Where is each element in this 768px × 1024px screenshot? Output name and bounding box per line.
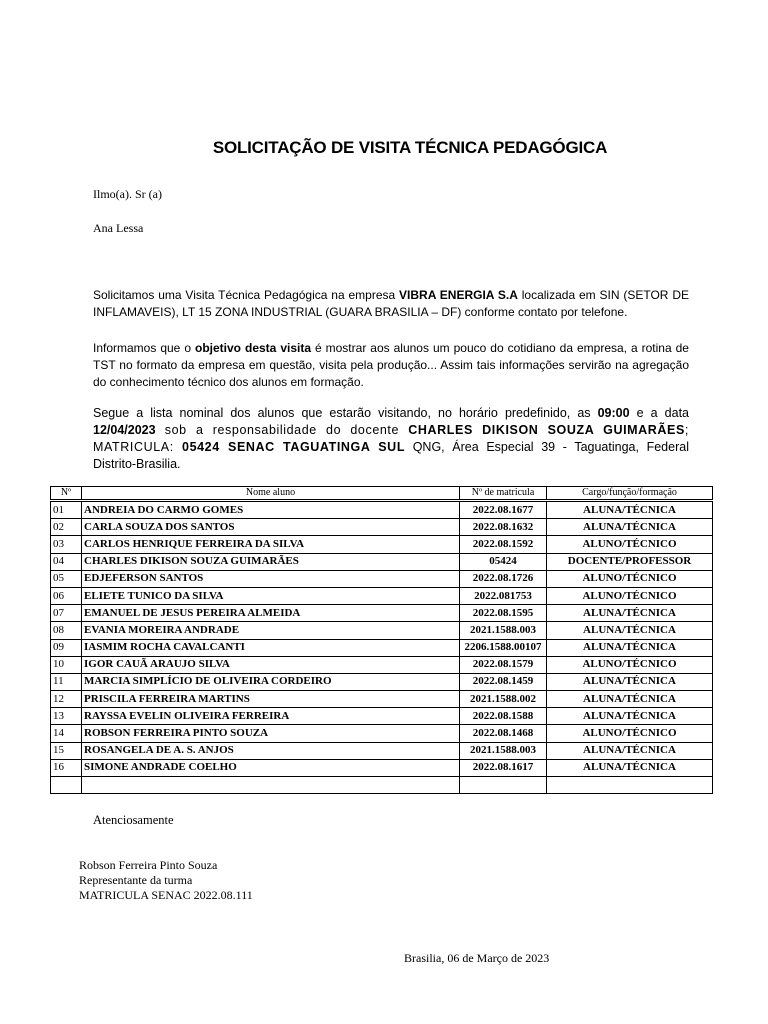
student-name: CHARLES DIKISON SOUZA GUIMARÃES bbox=[82, 553, 460, 570]
table-row bbox=[51, 656, 713, 673]
student-name: ROSANGELA DE A. S. ANJOS bbox=[82, 742, 460, 759]
registration-number: 2022.081753 bbox=[460, 587, 547, 604]
table-row bbox=[51, 519, 713, 536]
student-role: ALUNO/TÉCNICO bbox=[547, 656, 713, 673]
signature-name: Robson Ferreira Pinto Souza bbox=[79, 858, 218, 872]
registration-number: 2022.08.1595 bbox=[460, 605, 547, 622]
registration-number: 05424 bbox=[460, 553, 547, 570]
registration-number bbox=[460, 777, 547, 794]
student-role: ALUNA/TÉCNICA bbox=[547, 742, 713, 759]
table-row bbox=[51, 570, 713, 587]
closing: Atenciosamente bbox=[93, 813, 174, 827]
registration-number: 2022.08.1592 bbox=[460, 536, 547, 553]
row-number: 01 bbox=[51, 501, 82, 519]
row-number: 13 bbox=[51, 708, 82, 725]
signature-block bbox=[79, 858, 253, 903]
table-row bbox=[51, 777, 713, 794]
student-name: SIMONE ANDRADE COELHO bbox=[82, 759, 460, 776]
student-role bbox=[547, 777, 713, 794]
place-date: Brasilia, 06 de Março de 2023 bbox=[404, 951, 550, 965]
row-number: 04 bbox=[51, 553, 82, 570]
student-name: ELIETE TUNICO DA SILVA bbox=[82, 587, 460, 604]
registration-number: 2022.08.1677 bbox=[460, 501, 547, 519]
student-table bbox=[50, 486, 713, 794]
table-row bbox=[51, 553, 713, 570]
registration-number: 2021.1588.002 bbox=[460, 691, 547, 708]
signature-registration: MATRICULA SENAC 2022.08.111 bbox=[79, 888, 253, 902]
table-row bbox=[51, 708, 713, 725]
row-number: 14 bbox=[51, 725, 82, 742]
student-name: PRISCILA FERREIRA MARTINS bbox=[82, 691, 460, 708]
student-name: EMANUEL DE JESUS PEREIRA ALMEIDA bbox=[82, 605, 460, 622]
table-header-row bbox=[51, 487, 713, 501]
student-name: IASMIM ROCHA CAVALCANTI bbox=[82, 639, 460, 656]
table-row bbox=[51, 536, 713, 553]
student-role: ALUNA/TÉCNICA bbox=[547, 605, 713, 622]
student-role: ALUNA/TÉCNICA bbox=[547, 673, 713, 690]
student-role: ALUNO/TÉCNICO bbox=[547, 725, 713, 742]
p3-text-b: e a data bbox=[629, 406, 689, 420]
registration-number: 2022.08.1617 bbox=[460, 759, 547, 776]
student-role: ALUNO/TÉCNICO bbox=[547, 587, 713, 604]
table-row bbox=[51, 587, 713, 604]
header-role: Cargo/função/formação bbox=[547, 487, 713, 501]
student-name: CARLA SOUZA DOS SANTOS bbox=[82, 519, 460, 536]
table-row bbox=[51, 673, 713, 690]
registration-number: 2206.1588.00107 bbox=[460, 639, 547, 656]
student-name: CARLOS HENRIQUE FERREIRA DA SILVA bbox=[82, 536, 460, 553]
table-row bbox=[51, 639, 713, 656]
table-row bbox=[51, 691, 713, 708]
table-row bbox=[51, 501, 713, 519]
registration-number: 2022.08.1632 bbox=[460, 519, 547, 536]
student-role: ALUNA/TÉCNICA bbox=[547, 759, 713, 776]
recipient-name: Ana Lessa bbox=[93, 221, 144, 235]
row-number: 05 bbox=[51, 570, 82, 587]
student-role: ALUNA/TÉCNICA bbox=[547, 639, 713, 656]
student-name: MARCIA SIMPLÍCIO DE OLIVEIRA CORDEIRO bbox=[82, 673, 460, 690]
student-name: EVANIA MOREIRA ANDRADE bbox=[82, 622, 460, 639]
row-number: 08 bbox=[51, 622, 82, 639]
signature-role: Representante da turma bbox=[79, 873, 193, 887]
p3-text-c: sob a responsabilidade do docente bbox=[155, 423, 409, 437]
registration-number: 2022.08.1579 bbox=[460, 656, 547, 673]
registration-number: 2021.1588.003 bbox=[460, 622, 547, 639]
student-role: DOCENTE/PROFESSOR bbox=[547, 553, 713, 570]
student-role: ALUNA/TÉCNICA bbox=[547, 519, 713, 536]
teacher-name: CHARLES DIKISON SOUZA GUIMARÃES bbox=[408, 423, 685, 437]
table-row bbox=[51, 742, 713, 759]
registration-number: 2022.08.1468 bbox=[460, 725, 547, 742]
student-role: ALUNO/TÉCNICO bbox=[547, 536, 713, 553]
row-number bbox=[51, 777, 82, 794]
visit-time: 09:00 bbox=[597, 406, 630, 420]
paragraph-schedule bbox=[93, 405, 689, 473]
table-row bbox=[51, 622, 713, 639]
student-name: EDJEFERSON SANTOS bbox=[82, 570, 460, 587]
header-registration: Nº de matricula bbox=[460, 487, 547, 501]
student-name: ANDREIA DO CARMO GOMES bbox=[82, 501, 460, 519]
table-row bbox=[51, 759, 713, 776]
row-number: 12 bbox=[51, 691, 82, 708]
row-number: 11 bbox=[51, 673, 82, 690]
table-row bbox=[51, 605, 713, 622]
salutation: Ilmo(a). Sr (a) bbox=[93, 187, 162, 201]
company-name: VIBRA ENERGIA S.A bbox=[399, 288, 518, 302]
row-number: 16 bbox=[51, 759, 82, 776]
student-role: ALUNA/TÉCNICA bbox=[547, 622, 713, 639]
student-name: RAYSSA EVELIN OLIVEIRA FERREIRA bbox=[82, 708, 460, 725]
p1-text-a: Solicitamos uma Visita Técnica Pedagógica na empresa bbox=[93, 288, 400, 302]
student-name bbox=[82, 777, 460, 794]
p3-text-d: ; MATRICULA: bbox=[93, 423, 689, 454]
row-number: 15 bbox=[51, 742, 82, 759]
paragraph-objective bbox=[93, 340, 689, 391]
p3-text-e: QNG, Área Especial 39 - Taguatinga, Federal Distrito-Brasilia. bbox=[93, 440, 689, 471]
header-name: Nome aluno bbox=[82, 487, 460, 501]
student-role: ALUNA/TÉCNICA bbox=[547, 501, 713, 519]
student-name: IGOR CAUÃ ARAUJO SILVA bbox=[82, 656, 460, 673]
student-role: ALUNA/TÉCNICA bbox=[547, 691, 713, 708]
row-number: 03 bbox=[51, 536, 82, 553]
header-number: Nº bbox=[51, 487, 82, 501]
row-number: 02 bbox=[51, 519, 82, 536]
document-title: SOLICITAÇÃO DE VISITA TÉCNICA PEDAGÓGICA bbox=[212, 138, 608, 157]
p1-text-b: localizada em SIN (SETOR DE INFLAMAVEIS), LT 15 ZONA INDUSTRIAL (GUARA BRASILIA – DF) conforme contato por telefone. bbox=[93, 288, 690, 319]
p3-text-a: Segue a lista nominal dos alunos que estarão visitando, no horário predefinido, as bbox=[93, 406, 598, 420]
row-number: 07 bbox=[51, 605, 82, 622]
paragraph-request bbox=[93, 287, 689, 321]
registration-number: 2022.08.1459 bbox=[460, 673, 547, 690]
row-number: 06 bbox=[51, 587, 82, 604]
table-row bbox=[51, 725, 713, 742]
registration-number: 2022.08.1726 bbox=[460, 570, 547, 587]
student-name: ROBSON FERREIRA PINTO SOUZA bbox=[82, 725, 460, 742]
student-role: ALUNA/TÉCNICA bbox=[547, 708, 713, 725]
registration-number: 2022.08.1588 bbox=[460, 708, 547, 725]
objective-label: objetivo desta visita bbox=[195, 341, 311, 355]
student-role: ALUNO/TÉCNICO bbox=[547, 570, 713, 587]
visit-date: 12/04/2023 bbox=[93, 423, 156, 437]
teacher-registration: 05424 SENAC TAGUATINGA SUL bbox=[182, 440, 406, 454]
p2-text-a: Informamos que o bbox=[93, 341, 195, 355]
row-number: 09 bbox=[51, 639, 82, 656]
p2-text-b: é mostrar aos alunos um pouco do cotidiano da empresa, a rotina de TST no formato da empresa em questão, visita pela produção... Assim tais informações servirão na agregação do conhecimento técnico dos alunos em formação. bbox=[93, 341, 689, 389]
row-number: 10 bbox=[51, 656, 82, 673]
registration-number: 2021.1588.003 bbox=[460, 742, 547, 759]
